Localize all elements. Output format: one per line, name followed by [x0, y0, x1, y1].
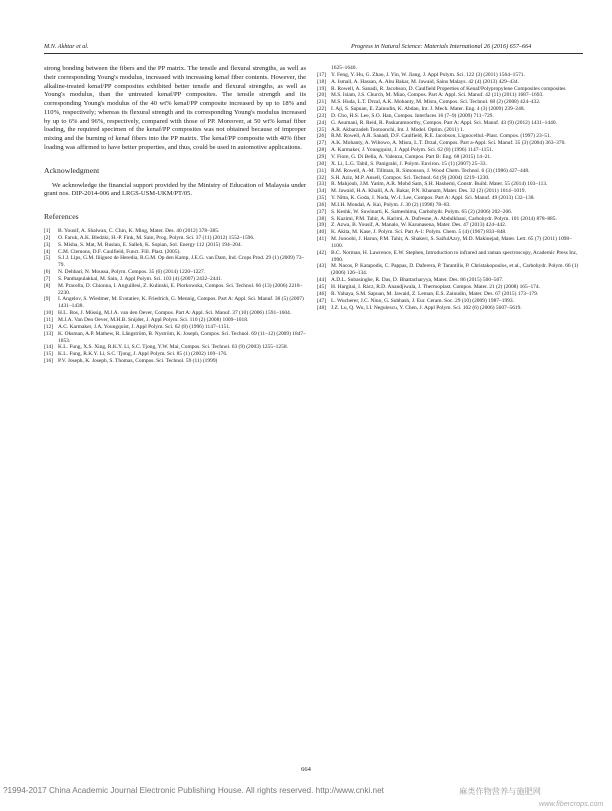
reference-item: [317, 236, 583, 250]
reference-item: [317, 147, 583, 154]
reference-item: [44, 235, 306, 242]
left-column: [44, 65, 306, 365]
reference-number: [1]: [44, 228, 51, 234]
watermark-text: 麻类作物营养与施肥网: [459, 787, 541, 796]
reference-text: V. Fiore, G. Di Bella, A. Valenza, Compos. Part B: Eng. 68 (2015) 14–21.: [331, 153, 492, 160]
reference-item: [44, 331, 306, 345]
reference-item: [317, 120, 583, 127]
reference-item: [317, 79, 583, 86]
reference-number: [7]: [44, 275, 51, 282]
reference-item: [44, 358, 306, 365]
reference-number: [5]: [44, 255, 51, 262]
reference-text: H.L. Bos, J. Müssig, M.J.A. van den Oever, Compos. Part A: Appl. Sci. Manuf. 37 (10) (2006) 1591–1604.: [58, 310, 292, 317]
reference-text: A.D.L. Subasinghe, R. Das, D. Bhattacharyya, Mater. Des. 86 (2015) 500–507.: [331, 277, 504, 284]
reference-number: [48]: [317, 304, 327, 311]
reference-number: [8]: [44, 282, 51, 289]
reference-number: [6]: [44, 269, 51, 276]
reference-item: [317, 305, 583, 312]
header-rule: [44, 53, 583, 54]
reference-text: A.K. Mohanty, A. Wibowo, A. Misra, L.T. Drzal, Compos. Part a-Appl. Sci. Manuf. 35 (3) (2004) 363–370.: [331, 140, 566, 147]
reference-number: [23]: [317, 112, 327, 119]
reference-text: B. Yousif, A. Shalwan, C. Chin, K. Ming, Mater. Des. 40 (2012) 378–385.: [58, 228, 220, 234]
reference-number: [24]: [317, 119, 327, 126]
reference-text: M.S. Huda, L.T. Drzal, A.K. Mohanty, M. Misra, Compos. Sci. Technol. 68 (2) (2008) 424–432.: [331, 99, 541, 106]
reference-text: L. Wucherer, J.C. Nino, G. Subhash, J. Eur. Ceram. Soc. 29 (10) (2009) 1987–1993.: [331, 297, 514, 304]
reference-number: [12]: [44, 323, 54, 330]
reference-item: [317, 113, 583, 120]
reference-item: [317, 284, 583, 291]
reference-number: [11]: [44, 316, 53, 323]
reference-text: S. Keshk, W. Suwinarti, K. Sameshima, Carbohydr. Polym. 65 (2) (2006) 202–206.: [331, 208, 513, 215]
reference-number: [17]: [317, 71, 327, 78]
reference-number: [30]: [317, 160, 327, 167]
running-header-authors: M.N. Akhtar et al.: [44, 43, 89, 50]
reference-item: [317, 72, 583, 79]
reference-text: S. Misha, S. Mat, M. Ruslan, E. Salleh, K. Sopian, Sol. Energy 112 (2015) 194–204.: [58, 241, 242, 248]
reference-text: O. Faruk, A.K. Bledzki, H.-P. Fink, M. Sain, Prog. Polym. Sci. 37 (11) (2012) 1552–1596.: [58, 234, 255, 241]
reference-number: [3]: [44, 241, 51, 248]
reference-item: [317, 291, 583, 298]
reference-text: I. Angelov, S. Wiedmer, M. Evstatiev, K. Friedrich, G. Mennig, Compos. Part A: Appl. Sci. Manuf. 38 (5) (2007) 1431–1438.: [58, 296, 304, 310]
reference-item: [44, 228, 306, 235]
reference-number: [37]: [317, 208, 327, 215]
reference-number: [31]: [317, 167, 327, 174]
reference-number: [27]: [317, 140, 327, 147]
reference-text: R.M. Rowell, A.R. Sanadi, D.F. Caulfield, R.E. Jacobson, Lignocellul.-Plast. Compos. (1997) 23–51.: [331, 133, 552, 140]
reference-text: K.L. Fung, R.K.Y. Li, S.C. Tjong, J. Appl Polym. Sci. 85 (1) (2002) 169–176.: [58, 351, 228, 358]
reference-text: R. Mahjoub, J.M. Yatim, A.R. Mohd Sam, S.H. Hashemi, Constr. Build. Mater. 55 (2014) 103–113.: [331, 181, 548, 188]
reference-number: [21]: [317, 99, 327, 106]
reference-text: A.R. Akbarzadeh Tootoonchi, Int. J. Model. Optim. (2011) 1.: [331, 126, 465, 133]
reference-number: [13]: [44, 330, 54, 337]
reference-text: K. Akita, M. Kase, J. Polym. Sci. Part A-1: Polym. Chem. 5 (4) (1967) 833–848.: [331, 229, 507, 236]
reference-text: S. Panthapulakkal, M. Sain, J. Appl Polym. Sci. 103 (4) (2007) 2432–2441.: [58, 275, 223, 282]
watermark-url: www.fibercrops.com: [539, 799, 604, 808]
reference-text: Y. Feng, Y. Hu, G. Zhao, J. Yin, W. Jiang, J. Appl Polym. Sci. 122 (3) (2011) 1564–1571.: [331, 71, 525, 78]
reference-item: [317, 154, 583, 161]
reference-item: [44, 255, 306, 269]
reference-number: [40]: [317, 229, 327, 236]
reference-number: [26]: [317, 133, 327, 140]
reference-number: [39]: [317, 222, 327, 229]
reference-text: A.C. Karmaker, J.A. Youngquist, J. Appl Polym. Sci. 62 (8) (1996) 1147–1151.: [58, 323, 231, 330]
reference-text: M. Nacos, P. Katapodis, C. Pappas, D. Daferera, P. Tarantilis, P. Christakopoulos, et al., Carbohydr. Polym. 66 (1) (2006) 126–134.: [331, 263, 579, 277]
reference-number: [15]: [44, 351, 54, 358]
reference-item: [44, 296, 306, 310]
reference-number: [42]: [317, 249, 327, 256]
reference-item: [44, 276, 306, 283]
reference-item: [317, 298, 583, 305]
reference-item: [317, 277, 583, 284]
reference-number: [35]: [317, 195, 327, 202]
reference-item: [44, 269, 306, 276]
reference-text: H. Hargitai, I. Rácz, R.D. Anandjiwala, J. Thermoplast. Compos. Mater. 21 (2) (2008) 165–174.: [331, 284, 540, 290]
reference-text: A. Ismail, A. Hassan, A. Abu Bakar, M. Jawaid, Sains Malays. 42 (4) (2013) 429–434.: [331, 78, 519, 85]
reference-text: C.M. Clemons, D.F. Caulfield, Funct. Fill. Plast. (2005).: [58, 248, 181, 255]
reference-text: Y. Nitta, K. Goda, J. Noda, W.-I. Lee, Compos. Part A: Appl. Sci. Manuf. 49 (2013) 132–138.: [331, 195, 535, 202]
reference-item: [317, 161, 583, 168]
page-number: 664: [301, 766, 311, 773]
reference-number: [2]: [44, 234, 51, 241]
reference-number: [32]: [317, 174, 327, 181]
reference-number: [44]: [317, 277, 327, 284]
reference-number: [38]: [317, 215, 327, 222]
reference-text: S.J.J. Lips, G.M. Iñiguez de Heredia, R.G.M. Op den Kamp, J.E.G. van Dam, Ind. Crops Prod. 29 (1) (2009) 73–79.: [58, 255, 305, 269]
reference-number: [47]: [317, 297, 327, 304]
reference-item: [44, 351, 306, 358]
right-column: [317, 65, 583, 311]
reference-number: [4]: [44, 248, 51, 255]
reference-item: [317, 202, 583, 209]
reference-number: [43]: [317, 263, 327, 270]
reference-text: K.L. Fung, X.S. Xing, R.K.Y. Li, S.C. Tjong, Y.W. Mai, Compos. Sci. Technol. 63 (9) (2003) 1255–1258.: [58, 344, 288, 351]
reference-text: K. Oksman, A.P. Mathew, R. Långström, B. Nyström, K. Joseph, Compos. Sci. Technol. 69 (11–12) (2009) 1847–1853.: [58, 330, 306, 344]
reference-number: [19]: [317, 85, 327, 92]
reference-number: [25]: [317, 126, 327, 133]
reference-text: R. Yahaya, S.M. Sapuan, M. Jawaid, Z. Leman, E.S. Zainudin, Mater. Des. 67 (2015) 173–179.: [331, 290, 539, 297]
reference-number: [28]: [317, 147, 327, 154]
reference-item: [317, 250, 583, 264]
reference-text: X. Li, L.G. Tabil, S. Panigrahi, J. Polym. Environ. 15 (1) (2007) 25–33.: [331, 160, 487, 167]
reference-text: B.C. Norman, H. Lawrence, E.W. Stephen, Introduction to infrared and raman spectroscopy, Academic Press Inc, 1990.: [331, 249, 578, 263]
reference-number: [16]: [44, 358, 54, 365]
reference-number: [14]: [44, 344, 54, 351]
reference-item: [44, 283, 306, 297]
reference-item: [317, 106, 583, 113]
reference-item: [317, 195, 583, 202]
reference-text: M.I.H. Mondal, A. Kai, Polym. J. 30 (2) (1998) 78–83.: [331, 201, 451, 208]
running-header-journal: Progress in Natural Science: Materials International 26 (2016) 657–664: [351, 43, 532, 50]
reference-item: [317, 188, 583, 195]
reference-text: Z. Azwa, B. Yousif, A. Manalo, W. Karunasena, Mater. Des. 47 (2013) 424–442.: [331, 222, 507, 229]
reference-number: [22]: [317, 106, 327, 113]
reference-item: [44, 310, 306, 317]
reference-number: [33]: [317, 181, 327, 188]
reference-text: M. Jonoobi, J. Harun, P.M. Tahir, A. Shakeri, S. SaifulAzry, M.D. Makinejad, Mater. Lett. 65 (7) (2011) 1098–1100.: [331, 236, 572, 249]
reference-continuation: 1625–1640.: [331, 65, 357, 71]
reference-text: R. Rowell, A. Sanadi, R. Jacobson, D. Caulfield Properties of Kenaf/Polypropylene Composites composites: [331, 85, 566, 92]
reference-number: [34]: [317, 188, 327, 195]
reference-text: I. Aji, S. Sapuan, E. Zainudin, K. Abdan, Int. J. Mech. Mater. Eng. 4 (3) (2009) 239–248.: [331, 106, 525, 113]
reference-text: M. Pracella, D. Chionna, I. Anguillesi, Z. Kulinski, E. Piorkowska, Compos. Sci. Technol. 66 (13) (2006) 2218–2230.: [58, 282, 303, 296]
reference-text: M.J.A. Van Den Oever, M.H.B. Snijder, J. Appl Polym. Sci. 110 (2) (2008) 1009–1018.: [58, 316, 249, 323]
reference-number: [36]: [317, 201, 327, 208]
reference-item: [44, 317, 306, 324]
reference-text: J.Z. Lu, Q. Wu, I.I. Negulescu, Y. Chen, J. Appl Polym. Sci. 102 (6) (2006) 5607–5619.: [331, 304, 522, 311]
reference-text: M. Jawaid, H.A. Khalil, A.A. Bakar, P.N. Khanam, Mater. Des. 32 (2) (2011) 1014–1019.: [331, 188, 526, 195]
acknowledgment-heading: Acknowledgment: [44, 165, 100, 175]
reference-number: [46]: [317, 290, 327, 297]
reference-text: S. Kazimi, P.M. Tahir, A. Karimi, A. Dufresne, A. Abdulkhani, Carbohydr. Polym. 101 (2014) 878–885.: [331, 215, 557, 222]
reference-number: [29]: [317, 153, 327, 160]
reference-text: G. Asumani, R. Reid, R. Paskaramoorthy, Compos. Part A: Appl. Sci. Manuf. 43 (9) (2012) 1431–1440.: [331, 119, 557, 126]
reference-number: [18]: [317, 78, 327, 85]
reference-item: [317, 263, 583, 277]
reference-text: M.S. Islam, J.S. Church, M. Miao, Compos. Part A: Appl. Sci. Manuf. 42 (11) (2011) 1687–1693.: [331, 92, 544, 99]
acknowledgment-text: We acknowledge the financial support provided by the Ministry of Education of Malaysia under grant nos. DIP-2014-006 and LRGS-USM-UKM/PT/05.: [44, 181, 306, 198]
reference-item: [44, 324, 306, 331]
reference-list-right: [317, 72, 583, 312]
reference-item: [317, 168, 583, 175]
reference-text: D. Cho, H.S. Lee, S.O. Han, Compos. Interfaces 16 (7–9) (2009) 711–729.: [331, 112, 494, 119]
reference-number: [10]: [44, 310, 54, 317]
reference-item: [44, 242, 306, 249]
reference-text: R.M. Rowell, A.-M. Tillman, R. Simonson, J. Wood Chem. Technol. 6 (3) (1986) 427–448.: [331, 167, 530, 174]
conclusion-paragraph: strong bonding between the fibers and the PP matrix. The tensile and flexural strengths, as well as their corresponding Young's modulus, increased with increasing kenaf fiber contents. However, the alkaline-treated kenaf/PP composites exhibited better tensile and flexural strengths, as well as Young's modulus, than the untreated kenaf/PP composites. The tensile strength and its corresponding Young's modulus of the 40 wt% kenaf/PP composite increased by up to 18% and 110%, respectively; whereas its flexural strength and its corresponding Young's modulus increased by up to 6% and 96%, respectively, compared with those of PP. Moreover, at 50 wt% kenaf fiber loading, the required specimen of the kenaf/PP composites was not obtained because of improper mixing and the burning of kenaf fibers into the PP matrix. The kenaf/PP composite with 40% fiber loading was affirmed to have better properties, and thus, could be used in automotive applications.: [44, 65, 306, 151]
reference-number: [20]: [317, 92, 327, 99]
reference-number: [41]: [317, 236, 327, 243]
reference-item: [317, 209, 583, 216]
reference-list-left: [44, 228, 306, 365]
reference-text: S.H. Aziz, M.P. Ansell, Compos. Sci. Technol. 64 (9) (2004) 1219–1230.: [331, 174, 490, 181]
reference-text: P.V. Joseph, K. Joseph, S. Thomas, Compos. Sci. Technol. 59 (11) (1999): [58, 358, 218, 365]
reference-text: N. Dehbari, N. Moussa, Polym. Compos. 35 (6) (2014) 1220–1227.: [58, 269, 206, 276]
reference-number: [45]: [317, 284, 327, 290]
copyright-notice: ?1994-2017 China Academic Journal Electronic Publishing House. All rights reserved. http://www.cnki.net: [3, 786, 384, 795]
reference-number: [9]: [44, 296, 51, 303]
reference-text: A. Karmaker, J. Youngquist, J. Appl Polym. Sci. 62 (8) (1996) 1147–1151.: [331, 147, 494, 154]
references-heading: References: [44, 212, 79, 221]
